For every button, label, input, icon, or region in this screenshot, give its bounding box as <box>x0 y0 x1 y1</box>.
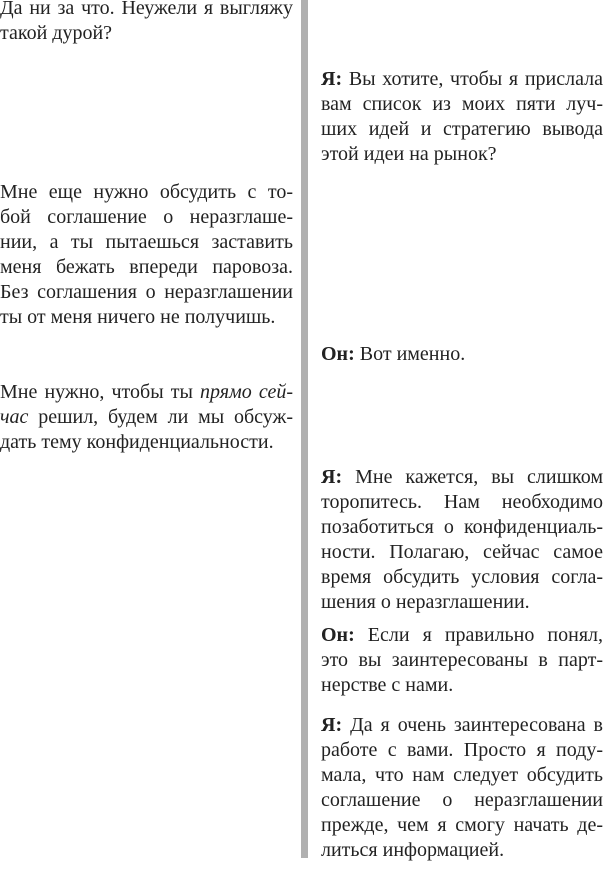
text-line: Мне еще нужно обсудить с то- <box>0 181 293 203</box>
text-line: время обсудить условия согла- <box>321 566 603 588</box>
text-line: ности. Полагаю, сейчас самое <box>321 541 603 563</box>
text-line: прежде, чем я смогу начать де- <box>321 814 603 836</box>
dialogue-entry-4 <box>321 623 603 698</box>
text-line: вам список из моих пяти луч- <box>321 93 603 115</box>
text-line: Да ни за что. Неужели я выгляжу <box>0 0 293 19</box>
text-line: работе с вами. Просто я поду- <box>321 739 603 761</box>
text-line: торопитесь. Нам необходимо <box>321 491 603 513</box>
text-line <box>0 405 293 430</box>
speaker-label: Он: <box>321 343 355 365</box>
text-line <box>321 342 603 367</box>
left-thought-2 <box>0 180 293 330</box>
text-line <box>0 380 293 405</box>
left-thought-1 <box>0 0 293 46</box>
speaker-label: Он: <box>321 624 355 646</box>
dialogue-entry-3 <box>321 465 603 615</box>
speaker-label: Я: <box>321 68 343 90</box>
text-line: бой соглашение о неразглаше- <box>0 206 293 228</box>
text-line <box>321 465 603 490</box>
text-line: литься информацией. <box>321 839 505 861</box>
text-line: нии, а ты пытаешься заставить <box>0 231 293 253</box>
italic-text: прямо сей- <box>199 381 293 403</box>
text-line: такой дурой? <box>0 22 113 44</box>
text-segment: Вот именно. <box>354 343 466 365</box>
text-line: меня бежать впереди паровоза. <box>0 256 293 278</box>
dialogue-entry-1 <box>321 67 603 167</box>
italic-text: час <box>0 406 29 428</box>
text-line: этой идеи на рынок? <box>321 143 497 165</box>
speaker-label: Я: <box>321 466 343 488</box>
text-line: ты от меня ничего не получишь. <box>0 306 276 328</box>
text-line: нерстве с нами. <box>321 674 454 696</box>
speaker-label: Я: <box>321 714 343 736</box>
text-segment: Да я очень заинтересована в <box>342 714 603 736</box>
text-line: это вы заинтересованы в парт- <box>321 649 603 671</box>
text-segment: Мне кажется, вы слишком <box>342 466 603 488</box>
text-line: мала, что нам следует обсудить <box>321 764 603 786</box>
text-line: дать тему конфиденциальности. <box>0 431 274 453</box>
left-thought-3 <box>0 380 293 455</box>
text-segment: Если я правильно понял, <box>354 624 603 646</box>
column-divider <box>301 0 308 858</box>
text-line: ших идей и стратегию вывода <box>321 118 603 140</box>
text-segment: Мне нужно, чтобы ты <box>0 381 200 403</box>
text-segment: решил, будем ли мы обсуж- <box>28 406 293 428</box>
dialogue-entry-2 <box>321 342 603 367</box>
text-line: Без соглашения о неразглашении <box>0 281 293 303</box>
text-line <box>321 67 603 92</box>
text-line <box>321 623 603 648</box>
text-line: шения о неразглашении. <box>321 591 530 613</box>
dialogue-entry-5 <box>321 713 603 863</box>
text-line: позаботиться о конфиденциаль- <box>321 516 603 538</box>
text-line: соглашение о неразглашении <box>321 789 603 811</box>
text-line <box>321 713 603 738</box>
text-segment: Вы хотите, чтобы я прислала <box>342 68 603 90</box>
